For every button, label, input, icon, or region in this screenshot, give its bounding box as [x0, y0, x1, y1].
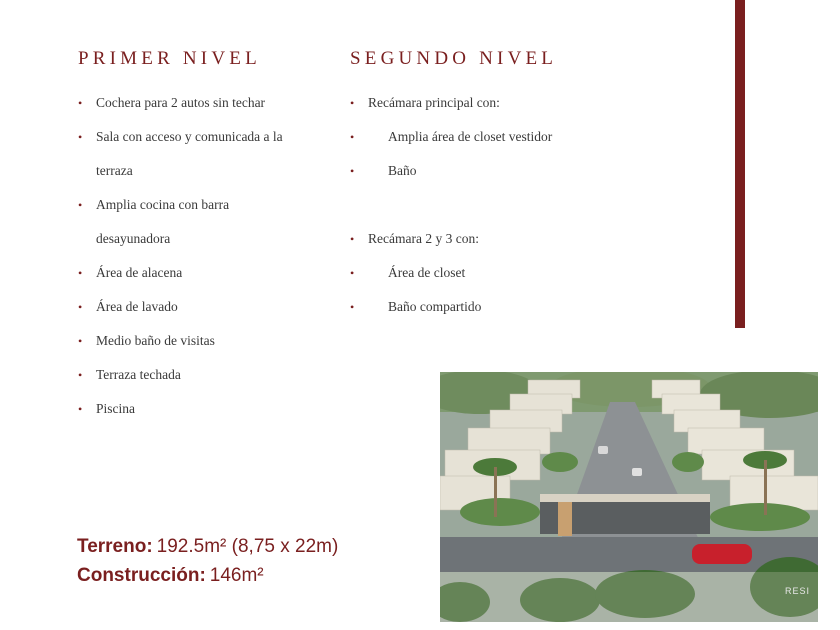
- accent-bar: [735, 0, 745, 328]
- item-text: Recámara 2 y 3 con:: [368, 231, 479, 246]
- bullet: •: [78, 368, 83, 382]
- list-item: [78, 86, 338, 120]
- item-text: Amplia área de closet vestidor: [388, 129, 553, 144]
- list-item: [78, 358, 338, 392]
- list-item-continuation: [78, 222, 338, 256]
- item-text: terraza: [96, 163, 133, 178]
- item-text: Terraza techada: [96, 367, 181, 382]
- list-subitem: [350, 154, 720, 188]
- item-text: Cochera para 2 autos sin techar: [96, 95, 266, 110]
- list-item: [78, 392, 338, 426]
- bullet: •: [350, 300, 355, 314]
- terreno-spec: [77, 532, 338, 561]
- primer-nivel-section: [78, 48, 338, 426]
- primer-nivel-heading: PRIMER NIVEL: [78, 48, 261, 69]
- item-text: Baño compartido: [388, 299, 482, 314]
- segundo-nivel-section: [350, 48, 720, 324]
- list-item: [78, 120, 338, 154]
- item-text: Sala con acceso y comunicada a la: [96, 129, 283, 144]
- item-text: Recámara principal con:: [368, 95, 500, 110]
- item-text: Medio baño de visitas: [96, 333, 215, 348]
- bullet: •: [78, 402, 83, 416]
- terreno-label: Terreno:: [77, 536, 153, 557]
- list-item: [350, 86, 720, 120]
- item-text: Baño: [388, 163, 417, 178]
- primer-nivel-list: [78, 86, 338, 426]
- list-spacer: [350, 188, 720, 222]
- list-item: [78, 290, 338, 324]
- terreno-value: 192.5m² (8,75 x 22m): [156, 536, 339, 557]
- item-text: Área de closet: [388, 265, 466, 280]
- development-aerial-render: [440, 372, 818, 622]
- construccion-spec: [77, 561, 338, 590]
- segundo-nivel-heading: SEGUNDO NIVEL: [350, 48, 558, 69]
- bullet: •: [350, 266, 355, 280]
- bullet: •: [78, 130, 83, 144]
- render-watermark: RESI: [785, 586, 811, 596]
- bullet: •: [350, 130, 355, 144]
- bullet: •: [78, 334, 83, 348]
- list-item-continuation: [78, 154, 338, 188]
- list-subitem: [350, 256, 720, 290]
- item-text: desayunadora: [96, 231, 171, 246]
- list-subitem: [350, 290, 720, 324]
- bullet: •: [78, 300, 83, 314]
- construccion-label: Construcción:: [77, 565, 206, 586]
- list-item: [350, 222, 720, 256]
- list-item: [78, 256, 338, 290]
- bullet: •: [350, 164, 355, 178]
- lot-specs: [77, 532, 338, 590]
- list-item: [78, 188, 338, 222]
- segundo-nivel-list: [350, 86, 720, 324]
- bullet: •: [350, 96, 355, 110]
- bullet: •: [350, 232, 355, 246]
- item-text: Amplia cocina con barra: [96, 197, 230, 212]
- item-text: Área de lavado: [96, 299, 178, 314]
- item-text: Piscina: [96, 401, 135, 416]
- list-item: [78, 324, 338, 358]
- bullet: •: [78, 198, 83, 212]
- item-text: Área de alacena: [96, 265, 183, 280]
- construccion-value: 146m²: [209, 565, 264, 586]
- bullet: •: [78, 266, 83, 280]
- bullet: •: [78, 96, 83, 110]
- list-subitem: [350, 120, 720, 154]
